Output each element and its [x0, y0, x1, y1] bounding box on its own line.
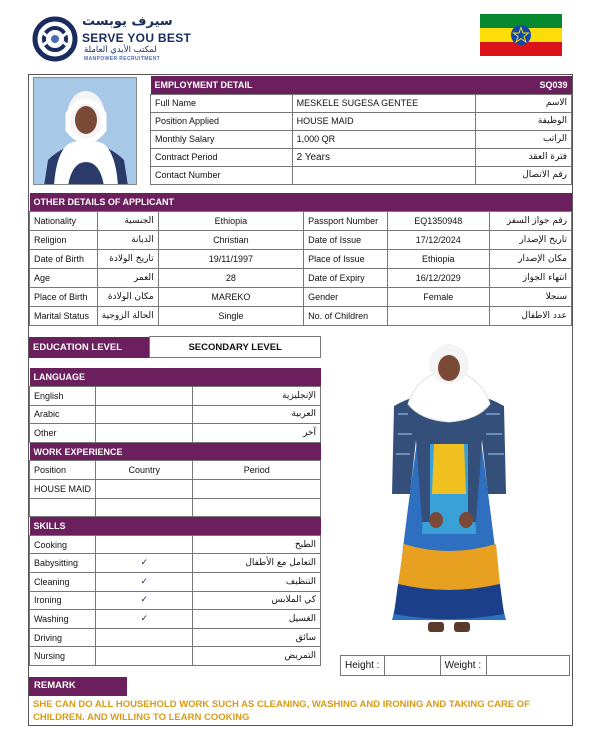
- table-row: [30, 249, 572, 268]
- row-label-arabic: رقم جواز السفر: [489, 211, 571, 230]
- list-item: [30, 424, 321, 443]
- skill-check: [96, 628, 193, 647]
- education-value: SECONDARY LEVEL: [150, 337, 321, 358]
- row-value: Female: [387, 287, 489, 306]
- row-value: Christian: [158, 230, 303, 249]
- row-value: 2 Years: [292, 148, 476, 166]
- list-item: [30, 647, 321, 666]
- row-label: Monthly Salary: [151, 130, 293, 148]
- language-level: [96, 387, 193, 406]
- row-label: Contact Number: [151, 166, 293, 184]
- row-value: [387, 306, 489, 325]
- skill-check: ✓: [96, 554, 193, 573]
- row-label: Passport Number: [304, 211, 388, 230]
- weight-label: Weight :: [440, 656, 486, 676]
- column-header: Period: [193, 461, 321, 480]
- table-row: [30, 498, 321, 517]
- height-value: [384, 656, 440, 676]
- employment-detail-table: [150, 76, 572, 185]
- height-label: Height :: [341, 656, 385, 676]
- employment-title: EMPLOYMENT DETAIL: [154, 79, 253, 90]
- row-label-arabic: فترة العقد: [476, 148, 572, 166]
- work-period: [193, 480, 321, 499]
- skill-label-arabic: كي الملابس: [193, 591, 321, 610]
- work-position: HOUSE MAID: [30, 480, 96, 499]
- list-item: [30, 535, 321, 554]
- row-label-arabic: الجنسية: [97, 211, 158, 230]
- logo-arabic-sub: لمكتب الأيدي العاملة: [84, 45, 157, 55]
- row-value: HOUSE MAID: [292, 112, 476, 130]
- skill-label-arabic: التمريض: [193, 647, 321, 666]
- applicant-photo: [33, 77, 137, 185]
- logo-mark-icon: [32, 16, 78, 62]
- row-label-arabic: الوظيفة: [476, 112, 572, 130]
- language-label-arabic: العربية: [193, 405, 321, 424]
- row-label: Age: [30, 268, 98, 287]
- list-item: [30, 610, 321, 629]
- row-value: 1,000 QR: [292, 130, 476, 148]
- skill-label: Driving: [30, 628, 96, 647]
- row-label-arabic: العمر: [97, 268, 158, 287]
- skill-check: ✓: [96, 573, 193, 592]
- list-item: [30, 387, 321, 406]
- row-label: Gender: [304, 287, 388, 306]
- row-value: MAREKO: [158, 287, 303, 306]
- row-value: 17/12/2024: [387, 230, 489, 249]
- row-label-arabic: مكان الولادة: [97, 287, 158, 306]
- list-item: [30, 628, 321, 647]
- skill-label: Babysitting: [30, 554, 96, 573]
- row-label-arabic: الاسم: [476, 94, 572, 112]
- weight-value: [486, 656, 569, 676]
- skills-title: SKILLS: [33, 521, 66, 532]
- row-label: Nationality: [30, 211, 98, 230]
- language-work-skills-table: [29, 368, 321, 666]
- row-label-arabic: الديانة: [97, 230, 158, 249]
- language-label: Other: [30, 424, 96, 443]
- skill-label-arabic: الطبخ: [193, 535, 321, 554]
- other-details-title: OTHER DETAILS OF APPLICANT: [33, 196, 174, 207]
- skill-label-arabic: التنظيف: [193, 573, 321, 592]
- list-item: [30, 591, 321, 610]
- remark-label: REMARK: [29, 677, 127, 696]
- skill-label-arabic: التعامل مع الأطفال: [193, 554, 321, 573]
- table-row: [151, 94, 572, 112]
- logo-name: SERVE YOU BEST: [82, 31, 192, 45]
- table-row: [30, 211, 572, 230]
- other-details-table: [29, 193, 572, 326]
- column-header: Country: [96, 461, 193, 480]
- table-row: [30, 268, 572, 287]
- skill-label-arabic: سائق: [193, 628, 321, 647]
- remark-line: SHE CAN DO ALL HOUSEHOLD WORK SUCH AS CLEANING, WASHING AND IRONING AND TAKING CARE OF: [33, 699, 530, 710]
- remark-line: CHILDREN. AND WILLING TO LEARN COOKING: [33, 712, 250, 723]
- row-value: 16/12/2029: [387, 268, 489, 287]
- table-row: [30, 287, 572, 306]
- row-label-arabic: سنجلا: [489, 287, 571, 306]
- table-row: [151, 166, 572, 184]
- row-value: 28: [158, 268, 303, 287]
- row-label: Place of Issue: [304, 249, 388, 268]
- row-label: Full Name: [151, 94, 293, 112]
- list-item: [30, 573, 321, 592]
- language-label-arabic: آخر: [193, 424, 321, 443]
- row-label: Date of Issue: [304, 230, 388, 249]
- skill-check: [96, 647, 193, 666]
- row-label: Place of Birth: [30, 287, 98, 306]
- skill-label: Ironing: [30, 591, 96, 610]
- row-label: Position Applied: [151, 112, 293, 130]
- skill-check: ✓: [96, 591, 193, 610]
- skill-label-arabic: الغسيل: [193, 610, 321, 629]
- row-label: Contract Period: [151, 148, 293, 166]
- work-country: [96, 480, 193, 499]
- list-item: [30, 554, 321, 573]
- row-label: Marital Status: [30, 306, 98, 325]
- skill-check: [96, 535, 193, 554]
- language-label: English: [30, 387, 96, 406]
- row-value: EQ1350948: [387, 211, 489, 230]
- table-row: [30, 306, 572, 325]
- work-country: [96, 498, 193, 517]
- table-row: [151, 112, 572, 130]
- language-title: LANGUAGE: [33, 372, 85, 383]
- logo-subtitle: MANPOWER RECRUITMENT: [84, 56, 161, 62]
- table-row: [151, 130, 572, 148]
- table-row: [151, 148, 572, 166]
- language-level: [96, 424, 193, 443]
- remark-text: [33, 698, 553, 724]
- language-label-arabic: الإنجليزية: [193, 387, 321, 406]
- column-header: Position: [30, 461, 96, 480]
- skill-check: ✓: [96, 610, 193, 629]
- row-value: MESKELE SUGESA GENTEE: [292, 94, 476, 112]
- row-label-arabic: الحالة الزوجية: [97, 306, 158, 325]
- logo-arabic-name: سيرف يوبست: [82, 14, 173, 29]
- row-value: Ethiopia: [387, 249, 489, 268]
- row-label-arabic: انتهاء الجواز: [489, 268, 571, 287]
- row-label-arabic: تاريخ الإصدار: [489, 230, 571, 249]
- skill-label: Cooking: [30, 535, 96, 554]
- row-label-arabic: تاريخ الولادة: [97, 249, 158, 268]
- row-label-arabic: مكان الإصدار: [489, 249, 571, 268]
- row-value: [292, 166, 476, 184]
- work-experience-title: WORK EXPERIENCE: [33, 446, 123, 457]
- height-weight-table: [340, 655, 570, 676]
- row-label: Date of Expiry: [304, 268, 388, 287]
- row-label: No. of Children: [304, 306, 388, 325]
- table-row: [30, 480, 321, 499]
- row-label-arabic: عدد الاطفال: [489, 306, 571, 325]
- row-label-arabic: رقم الاتصال: [476, 166, 572, 184]
- education-level-table: [29, 336, 321, 358]
- language-label: Arabic: [30, 405, 96, 424]
- row-label: Date of Birth: [30, 249, 98, 268]
- work-period: [193, 498, 321, 517]
- list-item: [30, 405, 321, 424]
- row-label-arabic: الراتب: [476, 130, 572, 148]
- row-value: Ethiopia: [158, 211, 303, 230]
- reference-number: SQ039: [539, 79, 568, 90]
- company-logo: [32, 14, 202, 64]
- language-level: [96, 405, 193, 424]
- table-row: [30, 230, 572, 249]
- skill-label: Nursing: [30, 647, 96, 666]
- work-position: [30, 498, 96, 517]
- table-header-row: [30, 461, 321, 480]
- skill-label: Washing: [30, 610, 96, 629]
- row-label: Religion: [30, 230, 98, 249]
- education-label: EDUCATION LEVEL: [29, 337, 150, 358]
- skill-label: Cleaning: [30, 573, 96, 592]
- row-value: Single: [158, 306, 303, 325]
- applicant-full-photo: [378, 344, 520, 648]
- ethiopia-flag-icon: [480, 14, 562, 56]
- row-value: 19/11/1997: [158, 249, 303, 268]
